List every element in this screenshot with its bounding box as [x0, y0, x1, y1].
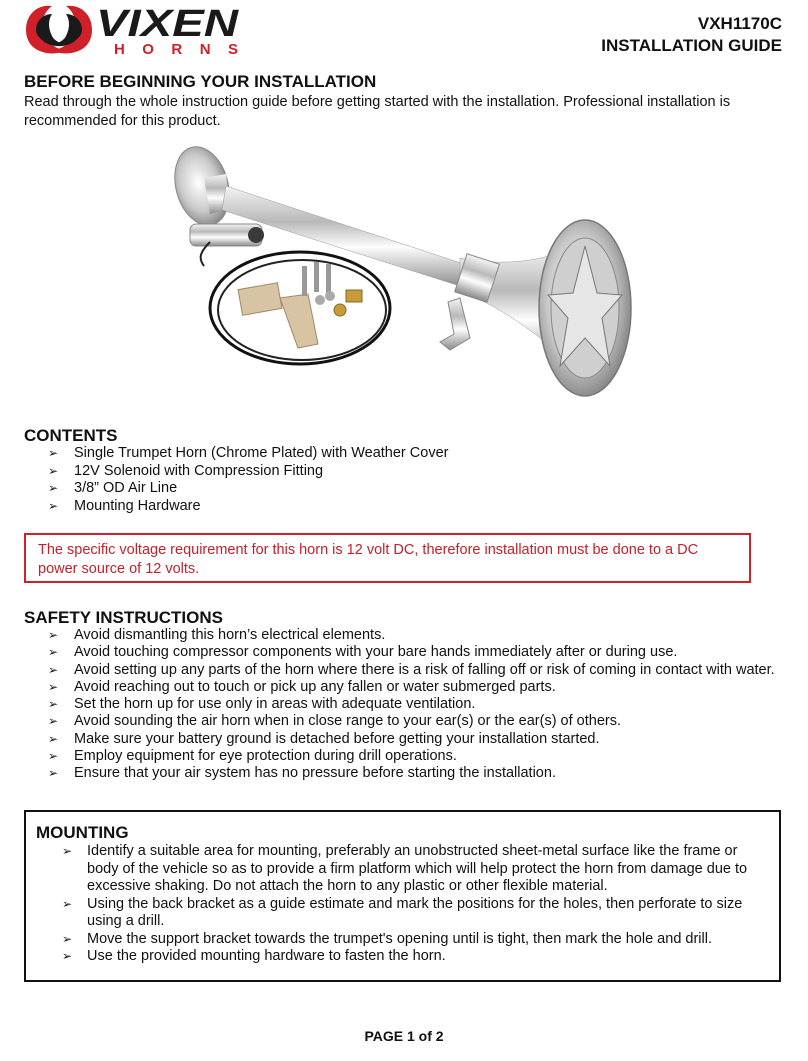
list-item: ➢ 3/8” OD Air Line: [48, 480, 178, 496]
arrow-bullet-icon: ➢: [48, 749, 59, 764]
mounting-heading: MOUNTING: [36, 823, 129, 842]
arrow-bullet-icon: ➢: [62, 931, 73, 946]
arrow-bullet-icon: ➢: [62, 896, 73, 911]
page-number: PAGE 1 of 2: [364, 1028, 444, 1044]
list-item: ➢ Avoid reaching out to touch or pick up any fallen or water submerged parts.: [48, 678, 556, 695]
intro-text: Read through the whole instruction guide before getting started with the installation. Professional installation is recommended for this product.: [24, 94, 731, 129]
brand-subtitle: HORNS: [114, 41, 238, 58]
safety-heading: SAFETY INSTRUCTIONS: [24, 608, 223, 627]
arrow-bullet-icon: ➢: [48, 679, 59, 694]
list-item: ➢ Set the horn up for use only in areas with adequate ventilation.: [48, 696, 476, 713]
list-item: ➢ Identify a suitable area for mounting, preferably an unobstructed sheet-metal surface like the frame or body of the vehicle so as to provide a firm platform which will help protect the horn from damage due to excessive shaking. Do not attach the horn to any plastic or other flexible material.: [62, 843, 748, 894]
list-item: ➢ Avoid touching compressor components with your bare hands immediately after or during use.: [48, 644, 678, 661]
vixen-horns-logo: [22, 0, 242, 58]
list-item: ➢ 12V Solenoid with Compression Fitting: [48, 462, 324, 479]
product-photo: [170, 138, 640, 418]
arrow-bullet-icon: ➢: [62, 949, 73, 963]
before-heading: BEFORE BEGINNING YOUR INSTALLATION: [24, 72, 377, 91]
arrow-bullet-icon: ➢: [48, 697, 59, 712]
contents-heading: CONTENTS: [24, 426, 118, 445]
list-item: ➢ Move the support bracket towards the trumpet's opening until is tight, then mark the hole and drill.: [62, 930, 712, 947]
mounting-list: [62, 843, 770, 966]
list-item: ➢ Avoid setting up any parts of the horn where there is a risk of falling off or risk of coming in contact with water.: [48, 661, 775, 678]
arrow-bullet-icon: ➢: [48, 731, 59, 746]
arrow-bullet-icon: ➢: [48, 498, 59, 513]
brand-name: VIXEN: [96, 3, 240, 45]
arrow-bullet-icon: ➢: [48, 662, 59, 677]
list-item: ➢ Use the provided mounting hardware to fasten the horn.: [62, 948, 446, 964]
safety-list: [48, 627, 788, 783]
arrow-bullet-icon: ➢: [48, 645, 59, 660]
list-item: ➢ Using the back bracket as a guide estimate and mark the positions for the holes, then perforate to size using a drill.: [62, 895, 743, 929]
arrow-bullet-icon: ➢: [48, 714, 59, 729]
list-item: ➢ Employ equipment for eye protection during drill operations.: [48, 748, 457, 765]
voltage-warning: [24, 533, 751, 583]
list-item: ➢ Avoid dismantling this horn’s electrical elements.: [48, 627, 386, 643]
list-item: ➢ Mounting Hardware: [48, 497, 201, 514]
mounting-hardware: [238, 262, 362, 348]
arrow-bullet-icon: ➢: [48, 628, 59, 642]
arrow-bullet-icon: ➢: [62, 844, 73, 858]
arrow-bullet-icon: ➢: [48, 481, 59, 495]
horn-emblem-icon: [26, 6, 92, 54]
list-item: ➢ Avoid sounding the air horn when in close range to your ear(s) or the ear(s) of others.: [48, 713, 621, 730]
contents-list: [48, 445, 448, 515]
warning-text: The specific voltage requirement for this horn is 12 volt DC, therefore installation must be done to a DC power source of 12 volts.: [38, 542, 699, 577]
arrow-bullet-icon: ➢: [48, 463, 59, 478]
list-item: ➢ Make sure your battery ground is detached before getting your installation started.: [48, 730, 600, 747]
arrow-bullet-icon: ➢: [48, 766, 59, 781]
document-type: INSTALLATION GUIDE: [601, 36, 782, 55]
model-number: VXH1170C: [697, 14, 782, 33]
list-item: ➢ Single Trumpet Horn (Chrome Plated) with Weather Cover: [48, 445, 449, 461]
list-item: ➢ Ensure that your air system has no pressure before starting the installation.: [48, 765, 556, 782]
arrow-bullet-icon: ➢: [48, 446, 59, 460]
